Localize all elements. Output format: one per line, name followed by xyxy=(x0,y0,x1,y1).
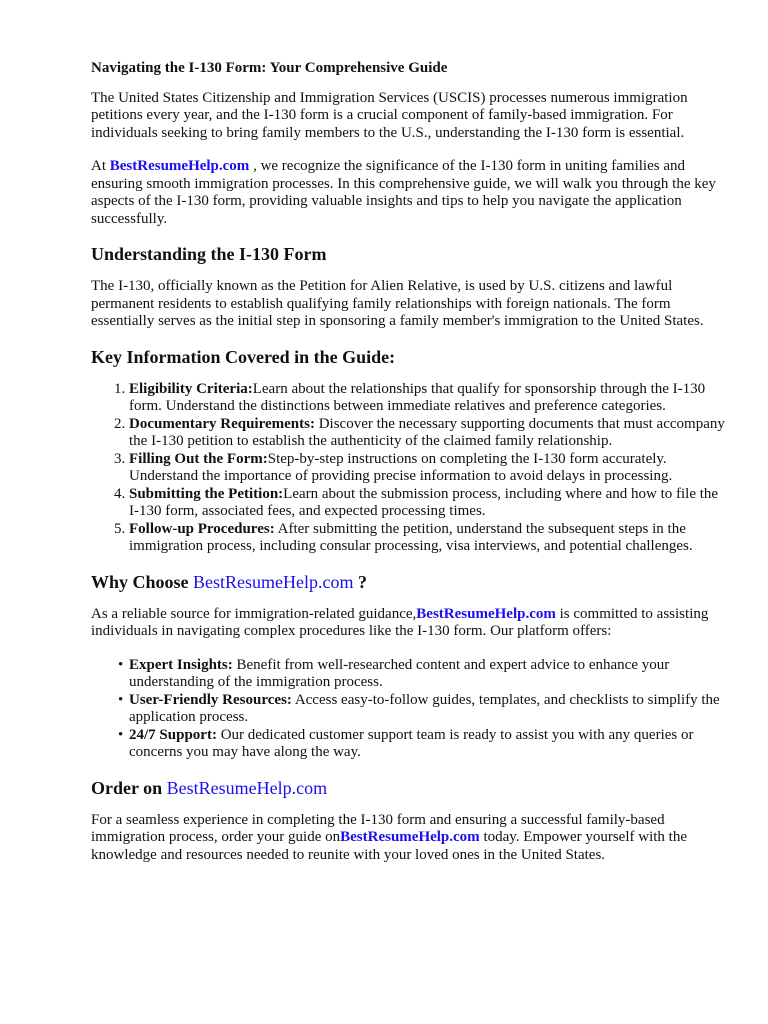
bestresumehelp-link-why-heading[interactable]: BestResumeHelp.com xyxy=(193,571,354,592)
key-info-item-text: Discover the necessary supporting documents that must accompany the I-130 petition to establish the authenticity of the claimed family relationship. xyxy=(129,415,725,449)
why-choose-heading-after: ? xyxy=(353,571,367,592)
order-body-before: For a seamless experience in completing the I-130 form and ensuring a successful family-based immigration process, order your guide on xyxy=(91,811,665,845)
intro-p2-after: , we recognize the significance of the I-130 form in uniting families and ensuring smooth immigration processes. In this comprehensive guide, we will walk you through the key aspects of the I-130 form, providing valuable insights and tips to help you navigate the application successfully. xyxy=(91,158,716,227)
order-heading-before: Order on xyxy=(91,777,167,798)
key-info-item-label: Eligibility Criteria: xyxy=(129,380,253,397)
key-info-item-documentary xyxy=(129,416,726,451)
key-info-item-label: Submitting the Petition: xyxy=(129,485,284,502)
why-choose-intro-before: As a reliable source for immigration-related guidance, xyxy=(91,605,417,622)
offer-item-text: Benefit from well-researched content and expert advice to enhance your understanding of the immigration process. xyxy=(129,656,670,690)
key-info-item-text: Learn about the submission process, including where and how to file the I-130 form, associated fees, and expected processing times. xyxy=(129,485,719,519)
key-info-item-text: Step-by-step instructions on completing the I-130 form accurately. Understand the importance of providing precise information to avoid delays in processing. xyxy=(129,450,673,484)
bestresumehelp-link-order-heading[interactable]: BestResumeHelp.com xyxy=(166,777,328,798)
key-info-item-label: Filling Out the Form: xyxy=(129,450,268,467)
document-title: Navigating the I-130 Form: Your Comprehensive Guide xyxy=(91,60,448,76)
offers-list xyxy=(91,657,726,762)
why-choose-heading-before: Why Choose xyxy=(91,571,194,592)
offer-item-text: Our dedicated customer support team is ready to assist you with any queries or concerns you may have along the way. xyxy=(129,726,694,760)
understanding-paragraph: The I-130, officially known as the Petition for Alien Relative, is used by U.S. citizens and lawful permanent residents to establish qualifying family relationships with foreign nationals. The form essentially serves as the initial step in sponsoring a family member's immigration to the United States. xyxy=(91,278,704,329)
bullet-icon: • xyxy=(118,691,124,708)
intro-p2-before: At xyxy=(91,158,110,174)
key-info-item-followup xyxy=(129,521,726,556)
bestresumehelp-link-why-body[interactable]: BestResumeHelp.com xyxy=(416,605,556,622)
key-info-item-label: Follow-up Procedures: xyxy=(129,520,275,537)
key-info-list xyxy=(91,381,726,556)
key-info-item-filling xyxy=(129,451,726,486)
order-paragraph xyxy=(91,812,726,865)
why-choose-paragraph xyxy=(91,606,726,641)
key-info-heading: Key Information Covered in the Guide: xyxy=(91,346,396,367)
key-info-item-eligibility xyxy=(129,381,726,416)
order-body-after: today. Empower yourself with the knowledge and resources needed to reunite with your loved ones in the United States. xyxy=(91,829,687,863)
order-heading xyxy=(91,778,726,798)
bestresumehelp-link-intro[interactable]: BestResumeHelp.com xyxy=(109,158,250,174)
offer-item-expert xyxy=(118,656,726,692)
key-info-item-text: After submitting the petition, understand the subsequent steps in the immigration process, including consular processing, visa interviews, and potential challenges. xyxy=(129,520,693,554)
offer-item-support xyxy=(118,726,726,762)
offer-item-text: Access easy-to-follow guides, templates, and checklists to simplify the application process. xyxy=(129,691,720,725)
bestresumehelp-link-order-body[interactable]: BestResumeHelp.com xyxy=(340,829,480,845)
why-choose-heading xyxy=(91,572,726,592)
why-choose-intro-after: is committed to assisting individuals in navigating complex procedures like the I-130 form. Our platform offers: xyxy=(91,605,709,639)
offer-item-resources xyxy=(118,691,726,727)
intro-paragraph-1: The United States Citizenship and Immigration Services (USCIS) processes numerous immigration petitions every year, and the I-130 form is a crucial component of family-based immigration. For individuals seeking to bring family members to the U.S., understanding the I-130 form is essential. xyxy=(91,89,688,141)
key-info-item-submitting xyxy=(129,486,726,521)
offer-item-label: Expert Insights: xyxy=(129,656,233,673)
key-info-item-label: Documentary Requirements: xyxy=(129,415,315,432)
offer-item-label: 24/7 Support: xyxy=(129,726,217,743)
bullet-icon: • xyxy=(118,656,124,673)
key-info-item-text: Learn about the relationships that qualify for sponsorship through the I-130 form. Understand the distinctions between immediate relatives and preference categories. xyxy=(129,380,706,414)
bullet-icon: • xyxy=(118,726,124,743)
understanding-heading: Understanding the I-130 Form xyxy=(91,244,327,264)
intro-paragraph-2 xyxy=(91,158,726,228)
offer-item-label: User-Friendly Resources: xyxy=(129,691,292,708)
